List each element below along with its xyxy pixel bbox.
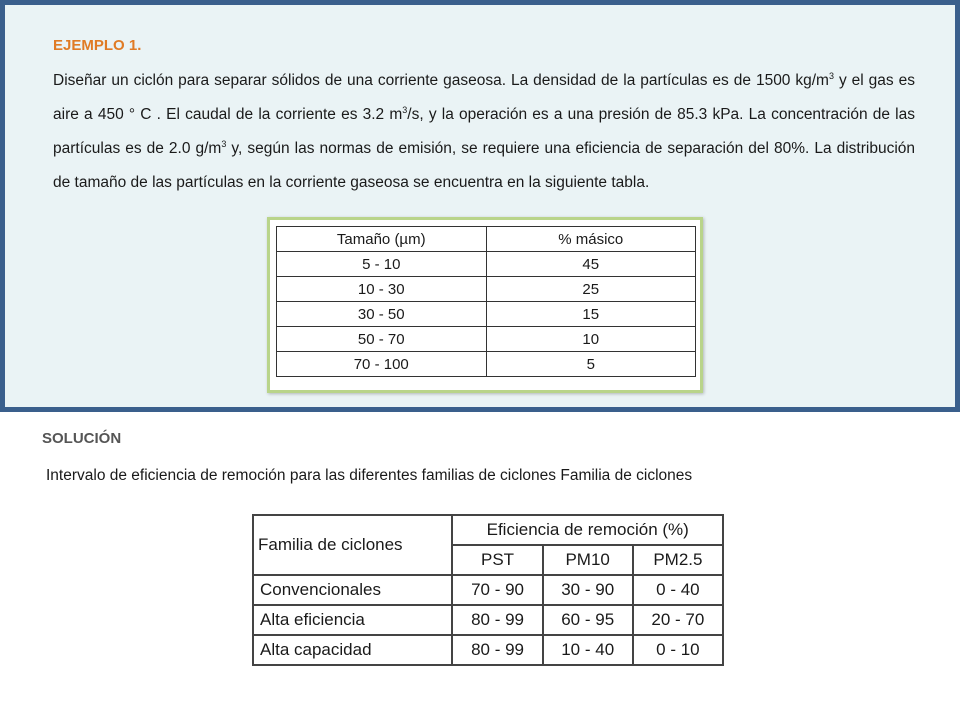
size-distribution-table (276, 226, 696, 377)
table-row (253, 635, 723, 665)
column-header-mass-percent: % másico (486, 227, 696, 252)
solution-title: SOLUCIÓN (42, 430, 122, 447)
mass-percent-cell: 45 (486, 252, 696, 277)
pm25-cell: 0 - 40 (633, 575, 723, 605)
table-row (277, 327, 696, 352)
size-cell: 10 - 30 (277, 277, 487, 302)
statement-sup-3: 3 (221, 138, 227, 149)
pst-cell: 80 - 99 (452, 605, 542, 635)
solution-description: Intervalo de eficiencia de remoción para las diferentes familias de ciclones Familia de ciclones (46, 467, 693, 484)
mass-percent-cell: 25 (486, 277, 696, 302)
column-header-pm25: PM2.5 (633, 545, 723, 575)
family-column-header: Familia de ciclones (253, 515, 452, 575)
table-header-row (253, 515, 723, 545)
table-row (277, 352, 696, 377)
pm10-cell: 10 - 40 (543, 635, 633, 665)
size-distribution-table-frame (267, 217, 703, 393)
statement-sup-1: 3 (828, 70, 834, 81)
column-header-pm10: PM10 (543, 545, 633, 575)
statement-text-4: y, según las normas de emisión, se requiere una eficiencia de separación del 80%. La distribución de tamaño de las partículas en la corriente gaseosa se encuentra en la siguiente tabla. (53, 140, 916, 191)
efficiency-group-header: Eficiencia de remoción (%) (452, 515, 723, 545)
size-cell: 30 - 50 (277, 302, 487, 327)
efficiency-table (252, 514, 724, 666)
mass-percent-cell: 5 (486, 352, 696, 377)
example-title: EJEMPLO 1. (53, 37, 142, 54)
family-cell: Alta capacidad (253, 635, 452, 665)
table-row (277, 277, 696, 302)
family-cell: Alta eficiencia (253, 605, 452, 635)
statement-sup-2: 3 (402, 104, 408, 115)
family-cell: Convencionales (253, 575, 452, 605)
table-row (253, 605, 723, 635)
pst-cell: 80 - 99 (452, 635, 542, 665)
table-row (277, 252, 696, 277)
pst-cell: 70 - 90 (452, 575, 542, 605)
size-cell: 5 - 10 (277, 252, 487, 277)
table-row (277, 302, 696, 327)
pm10-cell: 30 - 90 (543, 575, 633, 605)
size-cell: 50 - 70 (277, 327, 487, 352)
size-cell: 70 - 100 (277, 352, 487, 377)
mass-percent-cell: 15 (486, 302, 696, 327)
mass-percent-cell: 10 (486, 327, 696, 352)
pm25-cell: 0 - 10 (633, 635, 723, 665)
pm10-cell: 60 - 95 (543, 605, 633, 635)
table-header-row (277, 227, 696, 252)
example-statement (53, 64, 915, 200)
column-header-pst: PST (452, 545, 542, 575)
pm25-cell: 20 - 70 (633, 605, 723, 635)
statement-text-1: Diseñar un ciclón para separar sólidos de una corriente gaseosa. La densidad de la partículas es de 1500 kg/m (53, 72, 829, 89)
table-row (253, 575, 723, 605)
column-header-size: Tamaño (µm) (277, 227, 487, 252)
statement-text-3: /s, y la operación es a una presión de 85.3 kPa. La concentración de las partículas es de 2.0 g/m (53, 106, 915, 157)
statement-text-2: y el gas es aire a 450 ° C . El caudal de la corriente es 3.2 m (53, 72, 916, 123)
